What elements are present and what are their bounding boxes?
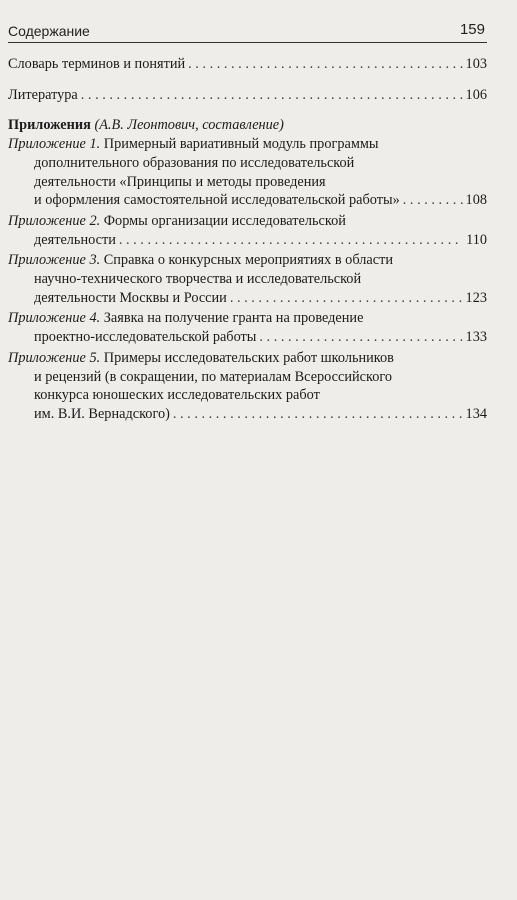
appendix-label: Приложение 1. <box>8 136 101 153</box>
toc-appendices-heading <box>8 116 487 135</box>
appendix-title-line: деятельности Москвы и России <box>34 289 227 306</box>
appendix-title-line: Примерный вариативный модуль программы <box>103 136 379 153</box>
appendix-title-line: Заявка на получение гранта на проведение <box>103 310 364 327</box>
dot-leader <box>230 289 463 308</box>
dot-leader <box>81 86 463 105</box>
toc-entry-literature[interactable] <box>8 86 487 105</box>
appendix-title-line: Справка о конкурсных мероприятиях в области <box>103 252 393 269</box>
page-number: 159 <box>459 21 485 38</box>
appendix-label: Приложение 4. <box>8 310 101 327</box>
toc-entry-appendix-3[interactable] <box>8 251 487 307</box>
dot-leader <box>119 231 463 250</box>
appendices-title: Приложения <box>8 117 91 134</box>
toc-entry-appendix-5[interactable] <box>8 349 487 424</box>
toc-page-number: 108 <box>465 192 487 209</box>
toc-entry-glossary[interactable] <box>8 55 487 74</box>
table-of-contents <box>8 55 487 424</box>
appendix-title-line: Формы организации исследовательской <box>103 212 346 229</box>
running-header <box>8 20 487 43</box>
toc-entry-appendix-1[interactable] <box>8 135 487 210</box>
toc-page-number: 123 <box>465 289 487 306</box>
dot-leader <box>403 191 463 210</box>
appendix-label: Приложение 2. <box>8 212 101 229</box>
toc-page-number: 110 <box>466 231 487 248</box>
appendix-title-line: конкурса юношеских исследовательских работ <box>34 387 320 404</box>
appendix-title-line: им. В.И. Вернадского) <box>34 405 170 422</box>
toc-entry-appendix-2[interactable] <box>8 212 487 249</box>
section-title: Содержание <box>8 23 90 39</box>
toc-entry-title: Литература <box>8 86 78 103</box>
appendix-title-line: научно-технического творчества и исследовательской <box>34 271 362 288</box>
show-through-text <box>0 455 517 515</box>
appendix-title-line: и рецензий (в сокращении, по материалам Всероссийского <box>34 368 393 385</box>
dot-leader <box>259 328 462 347</box>
dot-leader <box>188 55 462 74</box>
toc-page-number: 133 <box>465 329 487 346</box>
appendices-note: (А.В. Леонтович, составление) <box>94 117 284 134</box>
dot-leader <box>173 405 463 424</box>
toc-page-number: 134 <box>465 405 487 422</box>
appendix-title-line: Примеры исследовательских работ школьников <box>103 349 394 366</box>
appendix-label: Приложение 5. <box>8 349 101 366</box>
appendix-title-line: дополнительного образования по исследовательской <box>34 154 355 171</box>
appendix-label: Приложение 3. <box>8 252 101 269</box>
toc-entry-appendix-4[interactable] <box>8 309 487 346</box>
toc-page-number: 106 <box>465 86 487 103</box>
appendix-title-line: проектно-исследовательской работы <box>34 329 257 346</box>
appendix-title-line: деятельности <box>34 231 116 248</box>
toc-page-number: 103 <box>465 56 487 72</box>
appendix-title-line: и оформления самостоятельной исследовательской работы» <box>34 192 400 209</box>
appendix-title-line: деятельности «Принципы и методы проведения <box>34 173 326 190</box>
toc-entry-title: Словарь терминов и понятий <box>8 56 186 72</box>
